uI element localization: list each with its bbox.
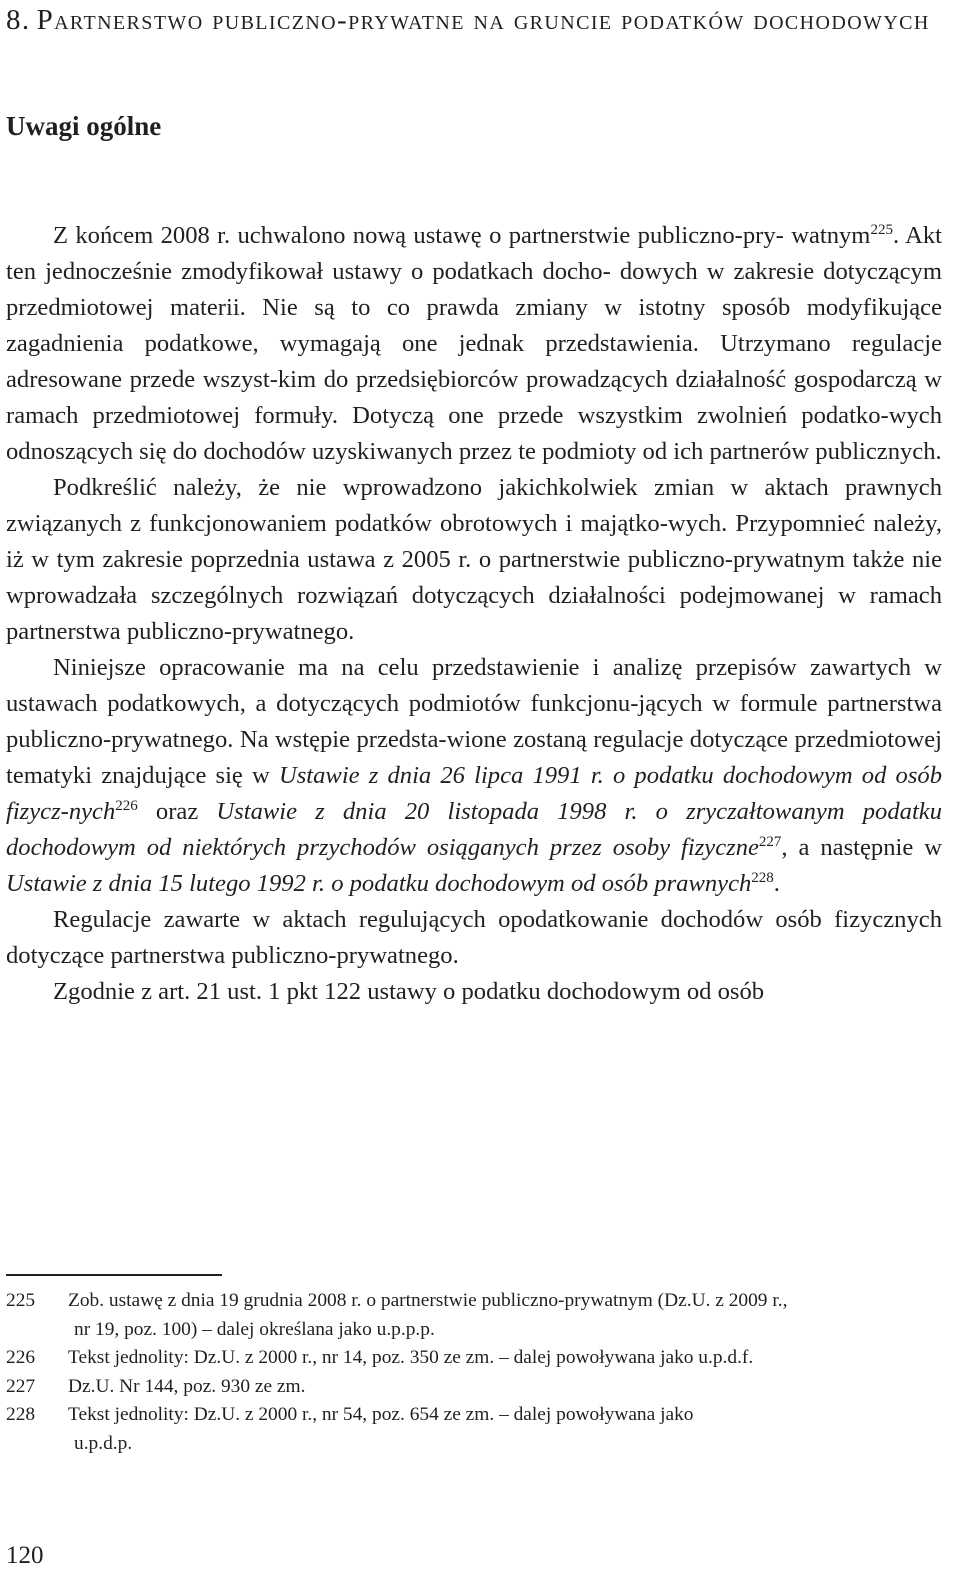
footnote-225	[6, 1287, 942, 1344]
footnote-line: u.p.d.p.	[74, 1432, 133, 1454]
chapter-title: Partnerstwo publiczno-prywatne na gruncie podatków dochodowych	[36, 4, 930, 36]
footnote-text	[68, 1344, 942, 1373]
paragraph-1-line-1: Z końcem 2008 r. uchwalono nową ustawę o partnerstwie publiczno-pry-	[53, 222, 784, 249]
footnote-number: 225	[6, 1290, 36, 1311]
chapter-heading	[6, 2, 954, 38]
footnote-text	[68, 1401, 942, 1458]
paragraph-5: Zgodnie z art. 21 ust. 1 pkt 122 ustawy o podatku dochodowym od osób	[53, 978, 765, 1005]
footnote-line: Zob. ustawę z dnia 19 grudnia 2008 r. o partnerstwie publiczno-prywatnym (Dz.U. z 2009 r.,	[68, 1290, 788, 1311]
act-title-updf: Ustawie z dnia 26 lipca 1991 r. o podatku dochodowym od osób fizycz-nych	[6, 762, 943, 825]
footnote-number: 228	[6, 1404, 36, 1425]
paragraph-3-intro: Niniejsze opracowanie ma na celu przedstawienie i analizę przepisów zawartych w ustawach podatkowych, a dotyczących podmiotów funkcjonu-jących w formule partnerstwa publiczno-prywatnego. Na wstępie przedsta-wione zostaną regulacje dotyczące przedmiotowej tematyki znajdujące się w	[6, 654, 942, 789]
act-title-updp: Ustawie z dnia 15 lutego 1992 r. o podatku dochodowym od osób prawnych	[6, 870, 752, 897]
page-number: 120	[6, 1542, 44, 1569]
paragraph-1-line-2: watnym	[791, 222, 871, 249]
footnote-number: 227	[6, 1375, 36, 1397]
footnote-line: Tekst jednolity: Dz.U. z 2000 r., nr 14, poz. 350 ze zm. – dalej powoływana jako u.p.d.f.	[68, 1347, 754, 1368]
footnote-226	[6, 1344, 942, 1373]
act-title-ryczalt: Ustawie z dnia 20 listopada 1998 r. o zryczałtowanym podatku dochodowym od niektórych przychodów osiąganych przez osoby fizyczne	[6, 798, 942, 861]
sentence-end: .	[773, 870, 780, 897]
paragraph-4: Regulacje zawarte w aktach regulujących opodatkowanie dochodów osób fizycznych dotyczące partnerstwa publiczno-prywatnego.	[6, 906, 942, 969]
footnote-line: nr 19, poz. 100) – dalej określana jako u.p.p.p.	[74, 1318, 435, 1340]
footnote-number: 226	[6, 1347, 36, 1368]
conjunction: , a następnie w	[781, 834, 942, 861]
paragraph-1-rest: dowych w zakresie dotyczącym przedmiotowej materii. Nie są to co prawda zmiany w istotny sposób modyfikujące zagadnienia podatkowe, wymagają one jednak przedstawienia. Utrzymano regulacje adresowane przede wszyst-kim do przedsiębiorców prowadzących działalność gospodarczą w ramach przedmiotowej formuły. Dotyczą one przede wszystkim zwolnień podatko-wych odnoszących się do dochodów uzyskiwanych przez te podmioty od ich partnerów publicznych.	[6, 258, 942, 465]
footnote-ref-228[interactable]: 228	[751, 870, 774, 886]
footnote-line: Tekst jednolity: Dz.U. z 2000 r., nr 54, poz. 654 ze zm. – dalej powoływana jako	[68, 1404, 694, 1425]
body-text	[6, 218, 942, 1010]
footnote-text	[68, 1373, 942, 1402]
paragraph-2: Podkreślić należy, że nie wprowadzono jakichkolwiek zmian w aktach prawnych związanych z funkcjonowaniem podatków obrotowych i majątko-wych. Przypomnieć należy, iż w tym zakresie poprzednia ustawa z 2005 r. o partnerstwie publiczno-prywatnym także nie wprowadzała szczególnych rozwiązań dotyczących działalności podejmowanej w ramach partnerstwa publiczno-prywatnego.	[6, 474, 942, 645]
paragraph-1	[6, 218, 942, 470]
paragraph-3	[6, 650, 942, 902]
footnote-separator	[6, 1274, 222, 1276]
section-subheading: Uwagi ogólne	[6, 111, 162, 141]
footnote-ref-225[interactable]: 225	[870, 222, 893, 238]
footnote-ref-227[interactable]: 227	[758, 834, 782, 850]
footnote-line: Dz.U. Nr 144, poz. 930 ze zm.	[68, 1375, 306, 1397]
footnote-227	[6, 1373, 942, 1402]
conjunction: oraz	[155, 798, 199, 825]
footnote-ref-226[interactable]: 226	[115, 798, 138, 814]
paragraph-1-line-2-rest: . Akt ten jednocześnie zmodyfikował ustawy o podatkach docho-	[6, 222, 942, 285]
footnote-228	[6, 1401, 942, 1458]
chapter-number: 8.	[6, 4, 31, 36]
footnote-text	[68, 1287, 942, 1344]
footnotes	[6, 1287, 942, 1458]
